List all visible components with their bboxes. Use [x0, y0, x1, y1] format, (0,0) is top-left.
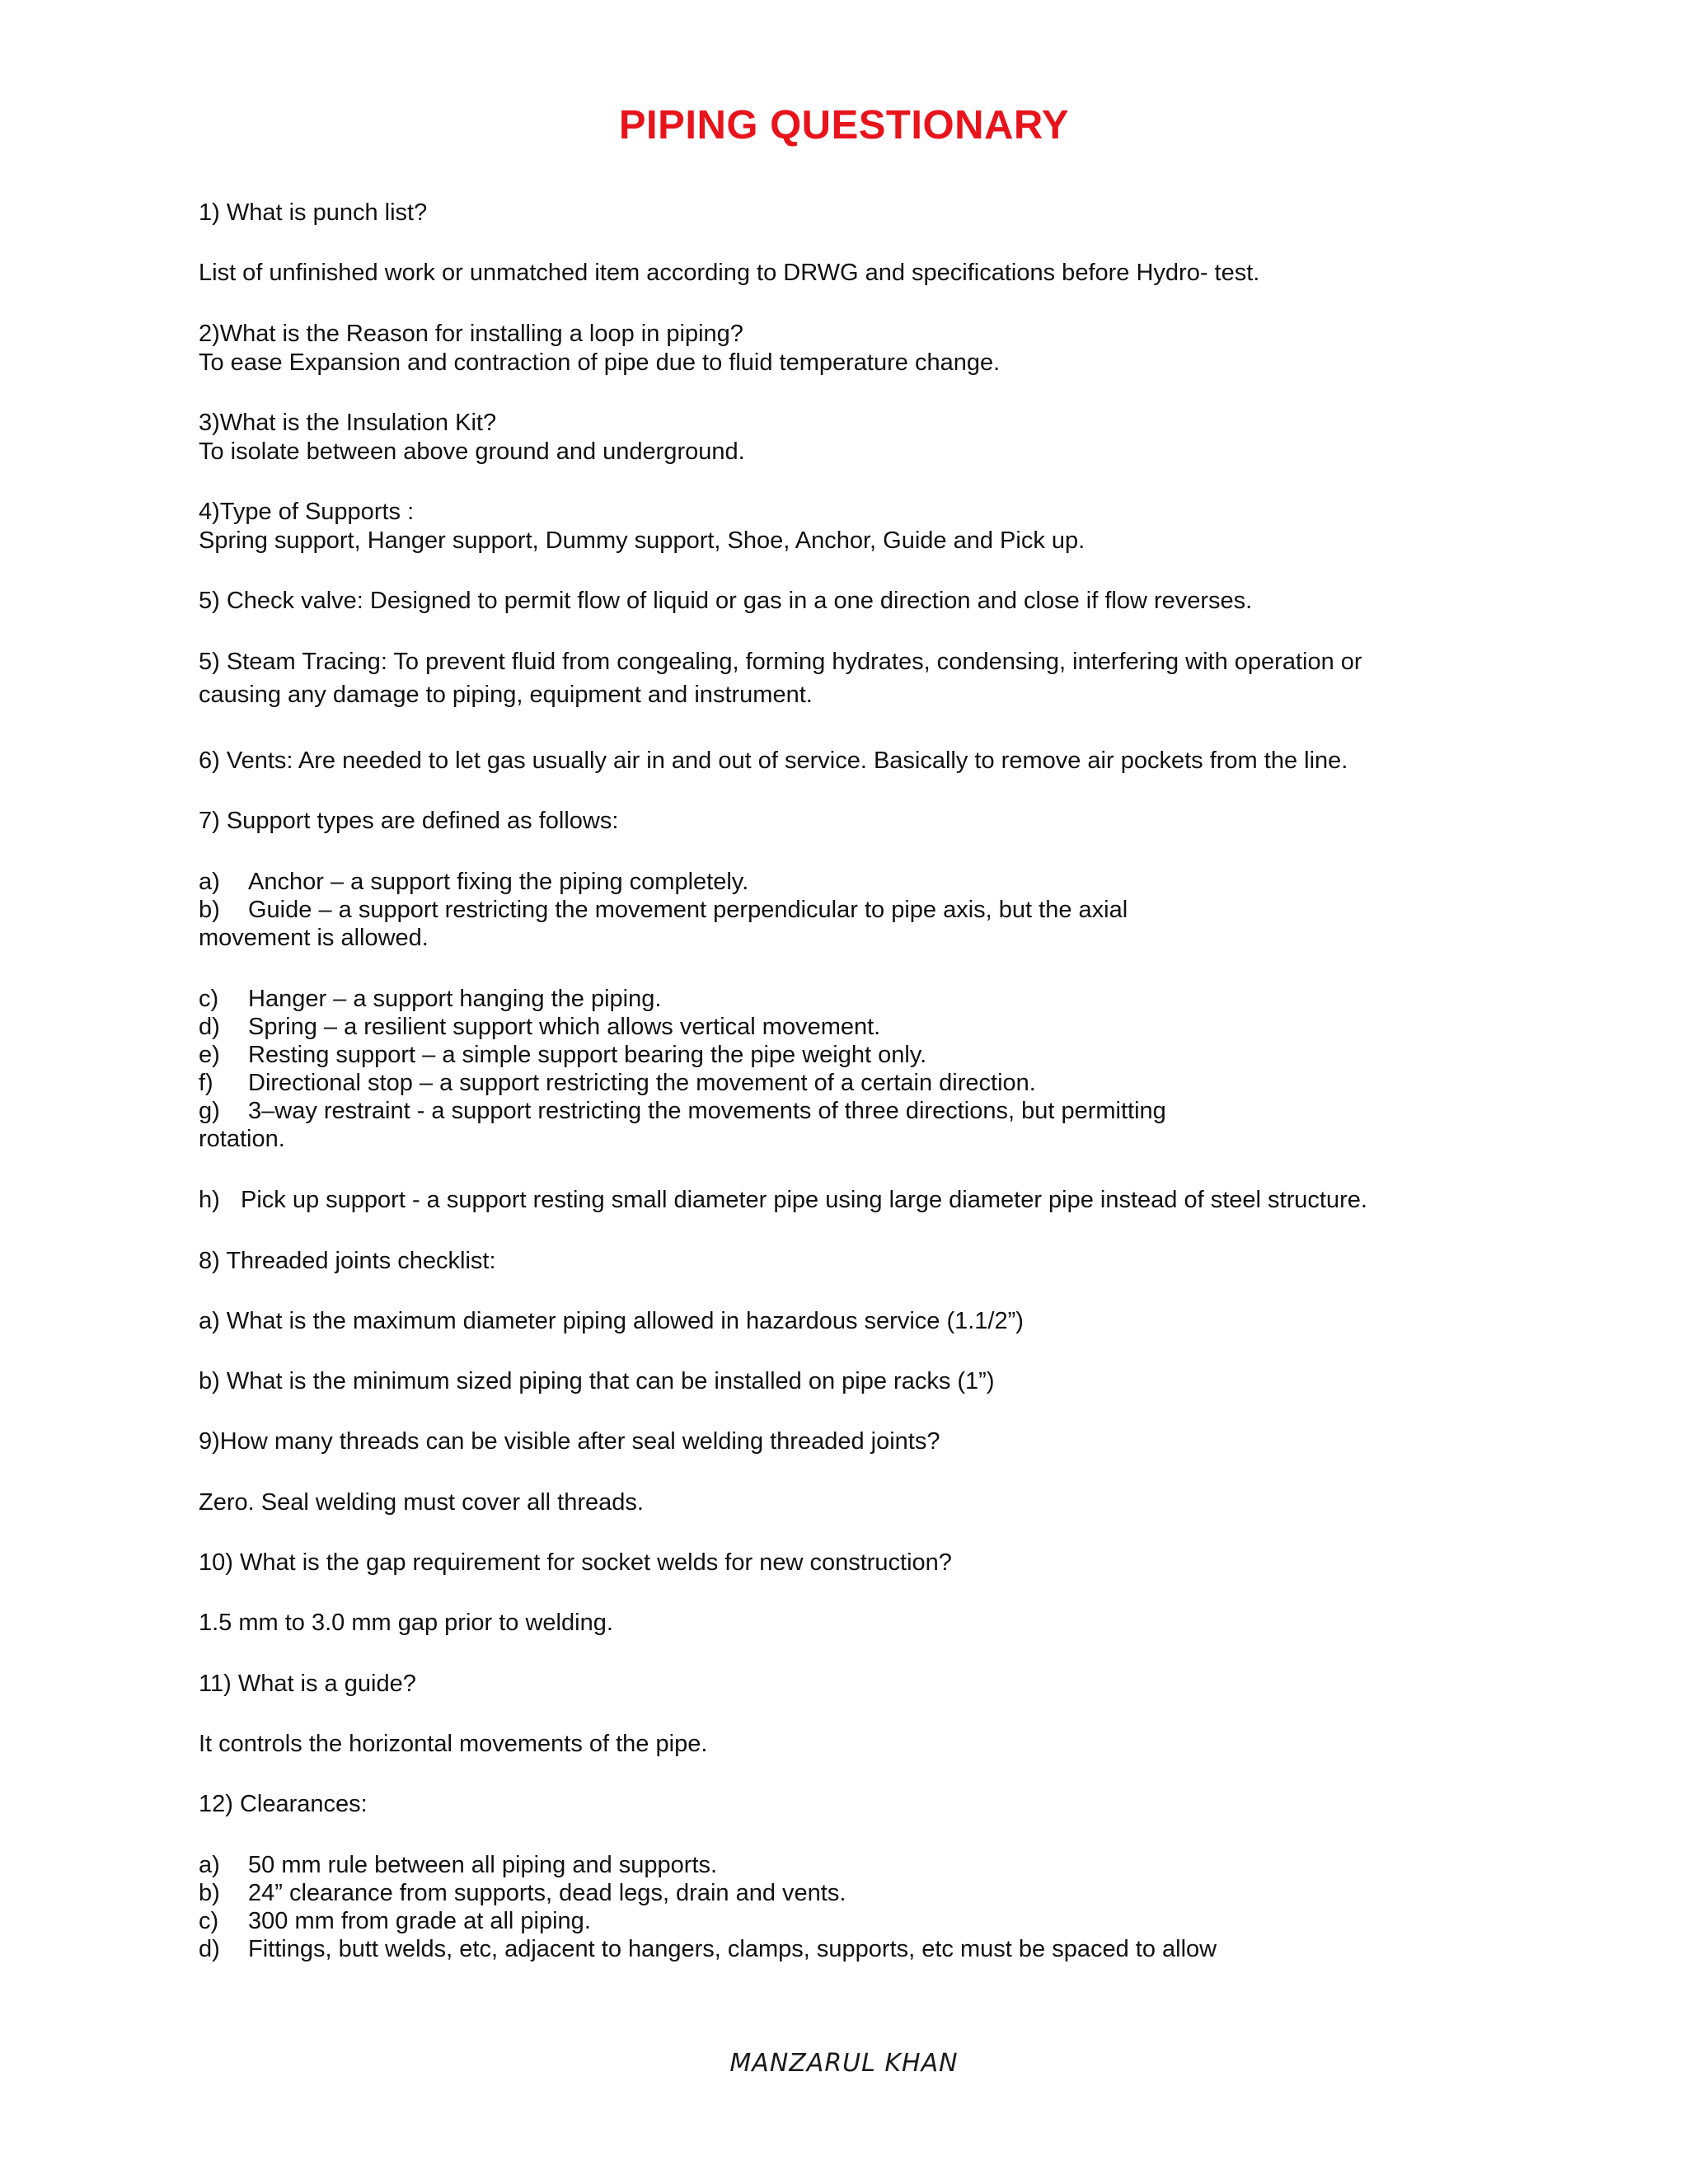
- list-text: Pick up support - a support resting small diameter pipe using large diameter pipe instead of steel structure.: [241, 1187, 1367, 1213]
- question-9: 9)How many threads can be visible after seal welding threaded joints?: [199, 1428, 940, 1455]
- answer-3: To isolate between above ground and underground.: [199, 438, 745, 465]
- answer-9: Zero. Seal welding must cover all threads.: [199, 1489, 644, 1516]
- answer-1: List of unfinished work or unmatched item according to DRWG and specifications before Hydro- test.: [199, 260, 1260, 286]
- question-5-steam-tracing-line1: 5) Steam Tracing: To prevent fluid from congealing, forming hydrates, condensing, interfering with operation or: [199, 649, 1362, 675]
- list-text: 24” clearance from supports, dead legs, drain and vents.: [248, 1880, 846, 1906]
- list-marker: a): [199, 1852, 220, 1878]
- list-text: Directional stop – a support restricting the movement of a certain direction.: [248, 1070, 1036, 1096]
- answer-2: To ease Expansion and contraction of pipe due to fluid temperature change.: [199, 349, 1001, 376]
- list-marker: c): [199, 1908, 219, 1934]
- question-4: 4)Type of Supports :: [199, 499, 415, 525]
- question-12: 12) Clearances:: [199, 1791, 368, 1817]
- question-8: 8) Threaded joints checklist:: [199, 1248, 496, 1274]
- question-8a: a) What is the maximum diameter piping allowed in hazardous service (1.1/2”): [199, 1308, 1024, 1334]
- list-marker: f): [199, 1070, 213, 1096]
- question-3: 3)What is the Insulation Kit?: [199, 410, 497, 436]
- answer-10: 1.5 mm to 3.0 mm gap prior to welding.: [199, 1610, 613, 1636]
- question-11: 11) What is a guide?: [199, 1671, 416, 1697]
- question-8b: b) What is the minimum sized piping that can be installed on pipe racks (1”): [199, 1368, 995, 1394]
- page-title: PIPING QUESTIONARY: [618, 103, 1070, 148]
- list-marker: g): [199, 1098, 220, 1124]
- answer-11: It controls the horizontal movements of the pipe.: [199, 1731, 708, 1757]
- list-marker: e): [199, 1042, 220, 1068]
- question-6: 6) Vents: Are needed to let gas usually air in and out of service. Basically to remove air pockets from the line.: [199, 748, 1348, 774]
- list-continuation: movement is allowed.: [199, 925, 429, 951]
- list-marker: d): [199, 1014, 220, 1040]
- question-5-check-valve: 5) Check valve: Designed to permit flow of liquid or gas in a one direction and close if flow reverses.: [199, 588, 1253, 614]
- footer-signature: MANZARUL KHAN: [729, 2049, 959, 2078]
- list-marker: h): [199, 1187, 220, 1213]
- list-continuation: rotation.: [199, 1126, 285, 1152]
- question-1: 1) What is punch list?: [199, 199, 428, 226]
- list-marker: d): [199, 1936, 220, 1962]
- list-text: Guide – a support restricting the movement perpendicular to pipe axis, but the axial: [248, 897, 1128, 923]
- list-marker: b): [199, 897, 220, 923]
- question-5-steam-tracing-line2: causing any damage to piping, equipment and instrument.: [199, 682, 813, 708]
- list-text: Anchor – a support fixing the piping completely.: [248, 869, 749, 895]
- list-text: 300 mm from grade at all piping.: [248, 1908, 591, 1934]
- answer-4: Spring support, Hanger support, Dummy support, Shoe, Anchor, Guide and Pick up.: [199, 527, 1085, 554]
- list-text: Spring – a resilient support which allows vertical movement.: [248, 1014, 881, 1040]
- question-10: 10) What is the gap requirement for socket welds for new construction?: [199, 1549, 952, 1576]
- list-text: 50 mm rule between all piping and supports.: [248, 1852, 718, 1878]
- list-marker: b): [199, 1880, 220, 1906]
- list-text: Fittings, butt welds, etc, adjacent to hangers, clamps, supports, etc must be spaced to allow: [248, 1936, 1217, 1962]
- list-marker: c): [199, 986, 219, 1012]
- list-text: 3–way restraint - a support restricting the movements of three directions, but permitting: [248, 1098, 1166, 1124]
- list-marker: a): [199, 869, 220, 895]
- question-7: 7) Support types are defined as follows:: [199, 808, 619, 834]
- question-2: 2)What is the Reason for installing a loop in piping?: [199, 321, 743, 347]
- list-text: Resting support – a simple support bearing the pipe weight only.: [248, 1042, 927, 1068]
- list-text: Hanger – a support hanging the piping.: [248, 986, 662, 1012]
